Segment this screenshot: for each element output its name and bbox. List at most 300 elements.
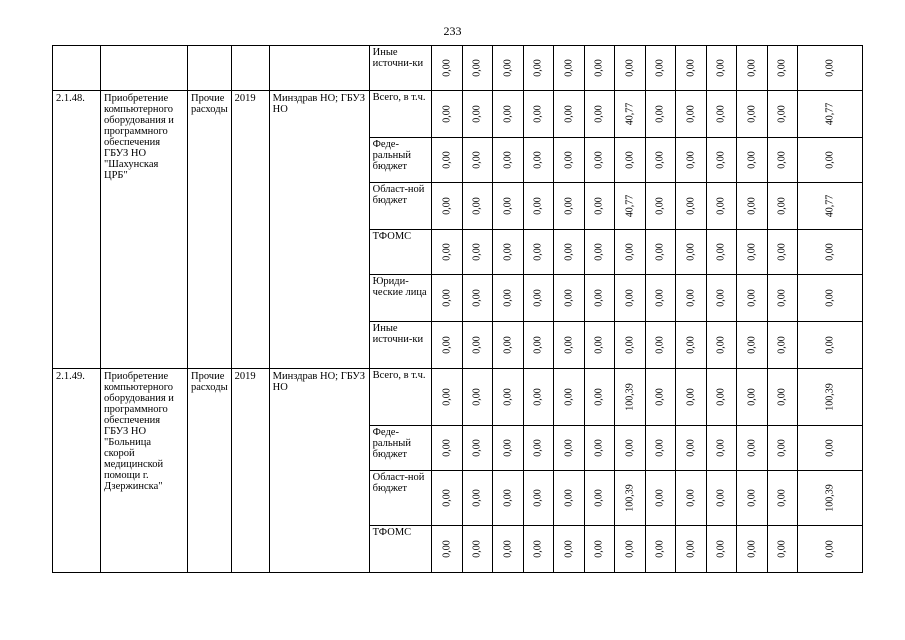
value-text: 0,00 bbox=[471, 243, 483, 261]
value-cell bbox=[706, 91, 736, 138]
value-text: 0,00 bbox=[824, 336, 836, 354]
value-cell bbox=[523, 138, 553, 183]
value-cell bbox=[767, 369, 797, 426]
value-cell bbox=[797, 526, 862, 573]
value-cell bbox=[675, 369, 706, 426]
value-text: 0,00 bbox=[746, 197, 758, 215]
value-cell bbox=[553, 91, 584, 138]
value-text: 0,00 bbox=[776, 489, 788, 507]
value-text: 0,00 bbox=[563, 151, 575, 169]
value-cell bbox=[645, 426, 675, 471]
value-cell bbox=[523, 426, 553, 471]
value-text: 0,00 bbox=[746, 105, 758, 123]
value-cell bbox=[584, 322, 614, 369]
value-cell bbox=[431, 471, 462, 526]
value-text: 0,00 bbox=[532, 336, 544, 354]
value-text: 0,00 bbox=[715, 540, 727, 558]
value-text: 0,00 bbox=[563, 59, 575, 77]
value-text: 40,77 bbox=[624, 102, 636, 126]
value-cell bbox=[431, 46, 462, 91]
value-text: 0,00 bbox=[532, 59, 544, 77]
value-cell bbox=[767, 526, 797, 573]
value-cell bbox=[614, 369, 645, 426]
item-year: 2019 bbox=[231, 369, 269, 573]
value-text: 0,00 bbox=[532, 489, 544, 507]
value-cell bbox=[492, 369, 523, 426]
value-cell bbox=[431, 91, 462, 138]
value-text: 100,39 bbox=[824, 383, 836, 411]
value-cell bbox=[553, 369, 584, 426]
value-cell bbox=[584, 471, 614, 526]
value-cell bbox=[706, 322, 736, 369]
value-cell bbox=[706, 526, 736, 573]
value-text: 0,00 bbox=[593, 388, 605, 406]
value-cell bbox=[797, 426, 862, 471]
empty-cell bbox=[188, 46, 232, 91]
value-text: 0,00 bbox=[746, 151, 758, 169]
value-cell bbox=[614, 275, 645, 322]
value-cell bbox=[462, 526, 492, 573]
value-cell bbox=[523, 322, 553, 369]
value-text: 0,00 bbox=[502, 105, 514, 123]
funding-source: Феде-ральный бюджет bbox=[369, 138, 431, 183]
value-text: 0,00 bbox=[563, 489, 575, 507]
value-text: 0,00 bbox=[715, 336, 727, 354]
value-text: 0,00 bbox=[593, 151, 605, 169]
value-text: 0,00 bbox=[685, 336, 697, 354]
value-text: 0,00 bbox=[471, 197, 483, 215]
value-text: 0,00 bbox=[824, 243, 836, 261]
empty-cell bbox=[269, 46, 369, 91]
value-text: 100,39 bbox=[624, 484, 636, 512]
value-text: 0,00 bbox=[776, 336, 788, 354]
value-cell bbox=[492, 471, 523, 526]
value-text: 0,00 bbox=[593, 289, 605, 307]
value-text: 0,00 bbox=[824, 59, 836, 77]
value-text: 0,00 bbox=[685, 197, 697, 215]
value-cell bbox=[767, 426, 797, 471]
value-text: 0,00 bbox=[654, 336, 666, 354]
value-text: 0,00 bbox=[685, 489, 697, 507]
value-cell bbox=[462, 230, 492, 275]
value-text: 0,00 bbox=[624, 439, 636, 457]
value-text: 0,00 bbox=[746, 540, 758, 558]
value-cell bbox=[675, 426, 706, 471]
value-text: 0,00 bbox=[715, 59, 727, 77]
value-text: 0,00 bbox=[563, 336, 575, 354]
value-cell bbox=[523, 230, 553, 275]
value-text: 0,00 bbox=[654, 489, 666, 507]
value-text: 0,00 bbox=[502, 59, 514, 77]
funding-source: ТФОМС bbox=[369, 230, 431, 275]
value-cell bbox=[736, 426, 767, 471]
value-cell bbox=[523, 526, 553, 573]
value-text: 0,00 bbox=[441, 197, 453, 215]
table-row bbox=[53, 369, 863, 426]
value-cell bbox=[614, 230, 645, 275]
value-cell bbox=[614, 138, 645, 183]
value-cell bbox=[584, 138, 614, 183]
value-cell bbox=[706, 426, 736, 471]
value-cell bbox=[797, 322, 862, 369]
value-text: 0,00 bbox=[715, 197, 727, 215]
value-cell bbox=[462, 138, 492, 183]
value-cell bbox=[614, 426, 645, 471]
value-text: 0,00 bbox=[654, 59, 666, 77]
value-cell bbox=[584, 369, 614, 426]
value-cell bbox=[492, 230, 523, 275]
value-cell bbox=[675, 471, 706, 526]
value-cell bbox=[553, 46, 584, 91]
value-cell bbox=[706, 183, 736, 230]
value-text: 0,00 bbox=[593, 243, 605, 261]
value-text: 0,00 bbox=[563, 197, 575, 215]
value-cell bbox=[553, 230, 584, 275]
value-text: 0,00 bbox=[563, 105, 575, 123]
value-cell bbox=[431, 275, 462, 322]
value-cell bbox=[675, 275, 706, 322]
value-cell bbox=[645, 230, 675, 275]
funding-source: Юриди-ческие лица bbox=[369, 275, 431, 322]
funding-source: Иные источни-ки bbox=[369, 322, 431, 369]
value-cell bbox=[645, 275, 675, 322]
funding-source: Иные источни-ки bbox=[369, 46, 431, 91]
value-text: 0,00 bbox=[532, 540, 544, 558]
item-name: Приобретение компьютерного оборудования и программного обеспечения ГБУЗ НО "Больница скорой медицинской помощи г. Дзержинска" bbox=[101, 369, 188, 573]
value-cell bbox=[553, 183, 584, 230]
value-text: 0,00 bbox=[776, 243, 788, 261]
value-cell bbox=[797, 275, 862, 322]
value-cell bbox=[462, 426, 492, 471]
value-cell bbox=[584, 46, 614, 91]
value-text: 0,00 bbox=[502, 540, 514, 558]
value-text: 0,00 bbox=[824, 289, 836, 307]
value-text: 0,00 bbox=[441, 336, 453, 354]
value-text: 0,00 bbox=[624, 336, 636, 354]
value-text: 0,00 bbox=[563, 289, 575, 307]
funding-source: Област-ной бюджет bbox=[369, 471, 431, 526]
value-text: 0,00 bbox=[776, 289, 788, 307]
value-text: 0,00 bbox=[441, 388, 453, 406]
value-text: 0,00 bbox=[441, 489, 453, 507]
item-executor: Минздрав НО; ГБУЗ НО bbox=[269, 369, 369, 573]
value-text: 0,00 bbox=[441, 439, 453, 457]
value-text: 0,00 bbox=[502, 439, 514, 457]
value-text: 0,00 bbox=[441, 243, 453, 261]
value-text: 0,00 bbox=[654, 151, 666, 169]
value-cell bbox=[584, 526, 614, 573]
value-cell bbox=[492, 91, 523, 138]
value-text: 0,00 bbox=[593, 540, 605, 558]
value-cell bbox=[431, 526, 462, 573]
value-cell bbox=[736, 46, 767, 91]
value-cell bbox=[797, 369, 862, 426]
value-cell bbox=[492, 275, 523, 322]
value-cell bbox=[767, 183, 797, 230]
value-text: 0,00 bbox=[441, 151, 453, 169]
value-text: 0,00 bbox=[624, 289, 636, 307]
value-text: 0,00 bbox=[685, 439, 697, 457]
value-cell bbox=[584, 91, 614, 138]
value-text: 0,00 bbox=[715, 489, 727, 507]
value-cell bbox=[492, 183, 523, 230]
value-cell bbox=[736, 230, 767, 275]
value-text: 0,00 bbox=[685, 59, 697, 77]
value-cell bbox=[645, 369, 675, 426]
value-text: 0,00 bbox=[532, 388, 544, 406]
value-cell bbox=[797, 230, 862, 275]
table-row bbox=[53, 46, 863, 91]
value-text: 0,00 bbox=[532, 151, 544, 169]
value-cell bbox=[523, 91, 553, 138]
value-text: 0,00 bbox=[563, 388, 575, 406]
value-text: 0,00 bbox=[685, 388, 697, 406]
value-cell bbox=[767, 471, 797, 526]
value-cell bbox=[431, 138, 462, 183]
value-text: 0,00 bbox=[685, 289, 697, 307]
value-text: 0,00 bbox=[654, 197, 666, 215]
value-text: 0,00 bbox=[776, 151, 788, 169]
value-cell bbox=[675, 322, 706, 369]
value-text: 0,00 bbox=[563, 540, 575, 558]
value-text: 0,00 bbox=[532, 439, 544, 457]
value-text: 0,00 bbox=[685, 105, 697, 123]
value-text: 0,00 bbox=[563, 439, 575, 457]
value-cell bbox=[523, 471, 553, 526]
funding-source: Феде-ральный бюджет bbox=[369, 426, 431, 471]
value-text: 0,00 bbox=[593, 105, 605, 123]
value-text: 0,00 bbox=[502, 197, 514, 215]
item-name: Приобретение компьютерного оборудования и программного обеспечения ГБУЗ НО "Шахунская ЦРБ" bbox=[101, 91, 188, 369]
value-cell bbox=[523, 46, 553, 91]
value-cell bbox=[736, 275, 767, 322]
value-cell bbox=[736, 138, 767, 183]
value-cell bbox=[797, 183, 862, 230]
value-cell bbox=[553, 275, 584, 322]
value-cell bbox=[462, 322, 492, 369]
value-cell bbox=[797, 46, 862, 91]
value-cell bbox=[523, 183, 553, 230]
value-cell bbox=[553, 322, 584, 369]
expense-type: Прочие расходы bbox=[188, 369, 232, 573]
value-text: 0,00 bbox=[746, 289, 758, 307]
value-text: 100,39 bbox=[624, 383, 636, 411]
value-text: 0,00 bbox=[502, 336, 514, 354]
value-cell bbox=[431, 322, 462, 369]
table-row bbox=[53, 91, 863, 138]
value-cell bbox=[523, 369, 553, 426]
value-text: 0,00 bbox=[654, 388, 666, 406]
value-cell bbox=[614, 471, 645, 526]
item-year: 2019 bbox=[231, 91, 269, 369]
funding-source: ТФОМС bbox=[369, 526, 431, 573]
value-cell bbox=[645, 46, 675, 91]
value-text: 0,00 bbox=[502, 289, 514, 307]
value-cell bbox=[553, 526, 584, 573]
value-cell bbox=[736, 369, 767, 426]
value-text: 0,00 bbox=[715, 388, 727, 406]
value-text: 0,00 bbox=[776, 59, 788, 77]
value-text: 0,00 bbox=[824, 439, 836, 457]
value-cell bbox=[462, 369, 492, 426]
value-text: 0,00 bbox=[715, 151, 727, 169]
value-cell bbox=[431, 426, 462, 471]
value-cell bbox=[553, 426, 584, 471]
value-text: 0,00 bbox=[502, 489, 514, 507]
value-text: 0,00 bbox=[593, 439, 605, 457]
value-text: 0,00 bbox=[471, 59, 483, 77]
value-text: 0,00 bbox=[471, 388, 483, 406]
value-cell bbox=[736, 322, 767, 369]
value-text: 0,00 bbox=[654, 243, 666, 261]
value-text: 0,00 bbox=[471, 151, 483, 169]
value-text: 40,77 bbox=[824, 194, 836, 218]
value-cell bbox=[767, 91, 797, 138]
value-text: 0,00 bbox=[776, 540, 788, 558]
value-text: 0,00 bbox=[746, 336, 758, 354]
value-text: 0,00 bbox=[685, 540, 697, 558]
value-text: 0,00 bbox=[441, 289, 453, 307]
value-cell bbox=[645, 322, 675, 369]
value-cell bbox=[767, 230, 797, 275]
expense-type: Прочие расходы bbox=[188, 91, 232, 369]
value-cell bbox=[767, 46, 797, 91]
value-cell bbox=[492, 322, 523, 369]
value-cell bbox=[523, 275, 553, 322]
value-text: 0,00 bbox=[776, 197, 788, 215]
empty-cell bbox=[101, 46, 188, 91]
value-text: 0,00 bbox=[532, 289, 544, 307]
value-cell bbox=[584, 275, 614, 322]
value-cell bbox=[767, 322, 797, 369]
value-text: 0,00 bbox=[532, 243, 544, 261]
value-text: 0,00 bbox=[624, 59, 636, 77]
value-cell bbox=[553, 138, 584, 183]
value-cell bbox=[797, 91, 862, 138]
item-number: 2.1.48. bbox=[53, 91, 101, 369]
value-text: 0,00 bbox=[715, 105, 727, 123]
value-cell bbox=[797, 138, 862, 183]
value-cell bbox=[492, 46, 523, 91]
value-cell bbox=[736, 471, 767, 526]
value-text: 0,00 bbox=[776, 439, 788, 457]
value-cell bbox=[431, 230, 462, 275]
value-cell bbox=[492, 426, 523, 471]
value-text: 0,00 bbox=[441, 105, 453, 123]
value-cell bbox=[584, 230, 614, 275]
value-cell bbox=[797, 471, 862, 526]
value-cell bbox=[675, 91, 706, 138]
funding-source: Област-ной бюджет bbox=[369, 183, 431, 230]
value-text: 0,00 bbox=[471, 289, 483, 307]
value-text: 0,00 bbox=[624, 151, 636, 169]
value-cell bbox=[584, 183, 614, 230]
value-cell bbox=[492, 526, 523, 573]
value-text: 0,00 bbox=[654, 289, 666, 307]
value-text: 0,00 bbox=[441, 59, 453, 77]
value-cell bbox=[645, 138, 675, 183]
value-text: 0,00 bbox=[471, 336, 483, 354]
value-text: 0,00 bbox=[471, 105, 483, 123]
value-cell bbox=[706, 275, 736, 322]
value-text: 0,00 bbox=[746, 243, 758, 261]
value-cell bbox=[736, 91, 767, 138]
value-text: 100,39 bbox=[824, 484, 836, 512]
value-text: 0,00 bbox=[593, 489, 605, 507]
value-cell bbox=[462, 183, 492, 230]
empty-cell bbox=[53, 46, 101, 91]
empty-cell bbox=[231, 46, 269, 91]
value-cell bbox=[675, 138, 706, 183]
value-text: 0,00 bbox=[502, 151, 514, 169]
value-text: 0,00 bbox=[746, 439, 758, 457]
value-text: 0,00 bbox=[715, 289, 727, 307]
value-cell bbox=[584, 426, 614, 471]
value-cell bbox=[645, 526, 675, 573]
value-text: 0,00 bbox=[746, 489, 758, 507]
value-cell bbox=[614, 91, 645, 138]
value-cell bbox=[645, 91, 675, 138]
value-text: 0,00 bbox=[824, 151, 836, 169]
value-cell bbox=[462, 471, 492, 526]
value-cell bbox=[614, 322, 645, 369]
value-cell bbox=[462, 91, 492, 138]
value-text: 0,00 bbox=[471, 540, 483, 558]
value-cell bbox=[706, 138, 736, 183]
value-text: 0,00 bbox=[776, 388, 788, 406]
value-text: 0,00 bbox=[654, 439, 666, 457]
value-text: 0,00 bbox=[471, 489, 483, 507]
value-text: 0,00 bbox=[624, 540, 636, 558]
value-text: 0,00 bbox=[502, 388, 514, 406]
value-text: 0,00 bbox=[685, 151, 697, 169]
value-text: 0,00 bbox=[685, 243, 697, 261]
value-text: 0,00 bbox=[532, 197, 544, 215]
value-text: 0,00 bbox=[824, 540, 836, 558]
item-executor: Минздрав НО; ГБУЗ НО bbox=[269, 91, 369, 369]
value-cell bbox=[706, 369, 736, 426]
value-text: 40,77 bbox=[624, 194, 636, 218]
financing-table bbox=[52, 45, 863, 573]
value-cell bbox=[645, 471, 675, 526]
value-cell bbox=[675, 46, 706, 91]
value-text: 0,00 bbox=[654, 105, 666, 123]
value-cell bbox=[462, 275, 492, 322]
value-cell bbox=[614, 46, 645, 91]
value-text: 0,00 bbox=[593, 336, 605, 354]
value-cell bbox=[614, 526, 645, 573]
value-cell bbox=[767, 275, 797, 322]
value-cell bbox=[614, 183, 645, 230]
value-cell bbox=[675, 230, 706, 275]
value-text: 0,00 bbox=[441, 540, 453, 558]
value-text: 0,00 bbox=[654, 540, 666, 558]
value-text: 0,00 bbox=[776, 105, 788, 123]
value-cell bbox=[675, 526, 706, 573]
value-text: 40,77 bbox=[824, 102, 836, 126]
value-text: 0,00 bbox=[593, 59, 605, 77]
value-text: 0,00 bbox=[563, 243, 575, 261]
value-text: 0,00 bbox=[532, 105, 544, 123]
value-cell bbox=[675, 183, 706, 230]
value-text: 0,00 bbox=[471, 439, 483, 457]
value-text: 0,00 bbox=[715, 243, 727, 261]
value-cell bbox=[431, 183, 462, 230]
value-text: 0,00 bbox=[593, 197, 605, 215]
value-cell bbox=[492, 138, 523, 183]
funding-source: Всего, в т.ч. bbox=[369, 369, 431, 426]
item-number: 2.1.49. bbox=[53, 369, 101, 573]
